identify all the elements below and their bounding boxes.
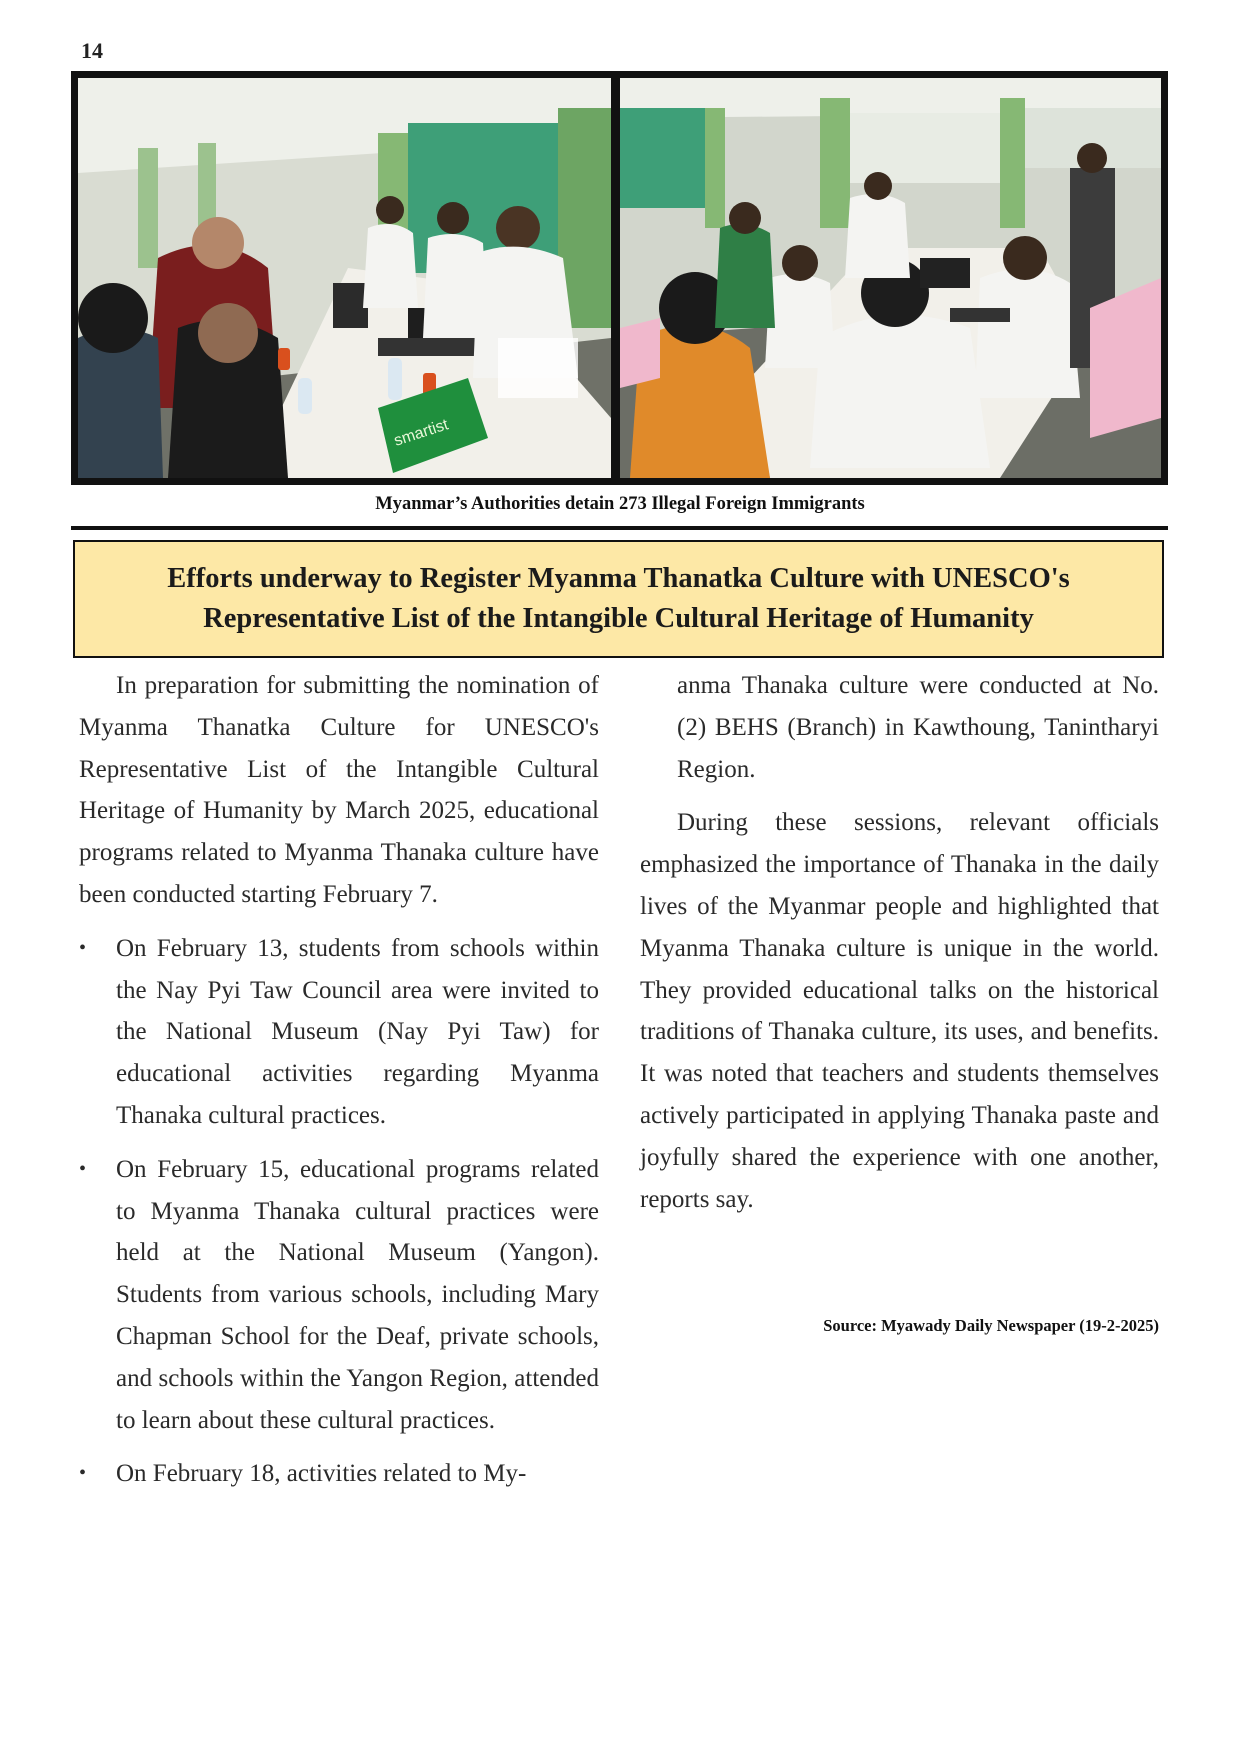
event-list — [79, 928, 599, 1495]
list-item-text: On February 15, educational programs related to Myanma Thanaka cultural practices were held at the National Museum (Yangon). Students from various schools, including Mary Chapman School for the Deaf, private schools, and schools within the Yangon Region, attended to learn about these cultural practices. — [116, 1155, 599, 1434]
list-item — [79, 928, 599, 1137]
article-title-line-1: Efforts underway to Register Myanma Thanatka Culture with UNESCO's — [167, 563, 1070, 594]
list-item — [79, 1149, 599, 1442]
bullet-icon: • — [79, 1157, 87, 1180]
article-column-right — [640, 665, 1159, 1220]
closing-paragraph: During these sessions, relevant officials emphasized the importance of Thanaka in the daily lives of the Myanmar people and highlighted that Myanma Thanaka culture is unique in the world. They provided educational talks on the historical traditions of Thanaka culture, its uses, and benefits. It was noted that teachers and students themselves actively participated in applying Thanaka paste and joyfully shared the experience with one another, reports say. — [640, 809, 1159, 1213]
article-title — [167, 559, 1070, 639]
article-title-line-2: Representative List of the Intangible Cultural Heritage of Humanity — [203, 603, 1034, 634]
section-divider — [71, 526, 1168, 530]
photo-registration-hall-left — [78, 78, 611, 478]
source-credit: Source: Myawady Daily Newspaper (19-2-2025) — [823, 1316, 1159, 1335]
bullet-icon: • — [79, 936, 87, 959]
intro-paragraph: In preparation for submitting the nomination of Myanma Thanatka Culture for UNESCO's Representative List of the Intangible Cultural Heritage of Humanity by March 2025, educational programs related to Myanma Thanaka culture have been conducted starting February 7. — [79, 672, 599, 908]
list-item-continuation: anma Thanaka culture were conducted at No. (2) BEHS (Branch) in Kawthoung, Tanintharyi Region. — [677, 672, 1159, 783]
photo-registration-hall-right — [620, 78, 1161, 478]
article-column-left — [79, 665, 599, 1495]
page-number: 14 — [81, 38, 103, 63]
list-item-text: On February 13, students from schools within the Nay Pyi Taw Council area were invited to the National Museum (Nay Pyi Taw) for educational activities regarding Myanma Thanaka cultural practices. — [116, 934, 599, 1129]
headline-box — [73, 540, 1164, 658]
bag-text: smartist — [391, 416, 451, 450]
list-item — [79, 1453, 599, 1495]
photo-caption: Myanmar’s Authorities detain 273 Illegal Foreign Immigrants — [375, 494, 865, 514]
photo-frame — [71, 71, 1168, 485]
list-item-text: On February 18, activities related to My- — [116, 1460, 527, 1488]
bullet-icon: • — [79, 1462, 87, 1485]
